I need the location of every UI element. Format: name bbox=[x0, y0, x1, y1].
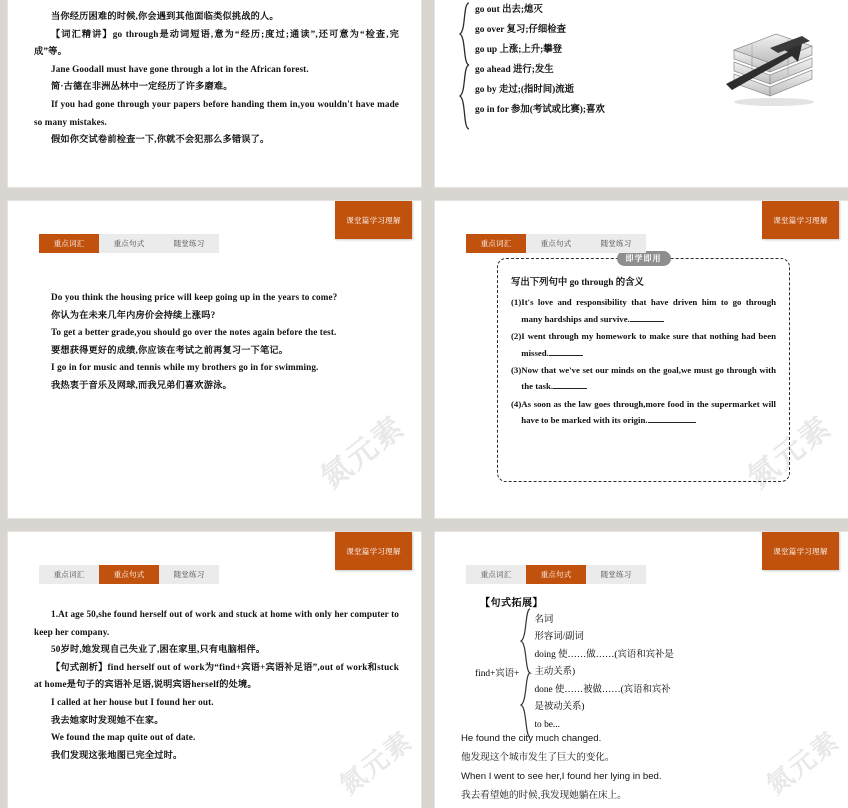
phrase-item: go in for 参加(考试或比赛);喜欢 bbox=[475, 105, 605, 115]
tab-key-vocabulary[interactable]: 重点词汇 bbox=[466, 234, 526, 253]
practice-item-text: It's love and responsibility that have driven him to go through many hardships and survive. bbox=[521, 297, 776, 324]
slide-5[interactable] bbox=[8, 532, 421, 808]
formula-option: 名词 bbox=[534, 614, 554, 625]
slide-5-line-4: I called at her house but I found her out. bbox=[51, 696, 214, 707]
practice-item-text: As soon as the law goes through,more food in the supermarket will have to be marked with its origin. bbox=[521, 398, 776, 426]
example-line: 他发现这个城市发生了巨大的变化。 bbox=[461, 752, 615, 763]
practice-item-number: (2) bbox=[511, 331, 522, 342]
example-line: When I went to see her,I found her lying in bed. bbox=[461, 771, 662, 782]
answer-blank[interactable] bbox=[553, 388, 587, 389]
practice-item bbox=[511, 328, 776, 361]
slide-1[interactable] bbox=[8, 0, 421, 187]
answer-blank[interactable] bbox=[549, 355, 583, 356]
phrase-item: go over 复习;仔细检查 bbox=[475, 25, 566, 35]
slide-5-line-3: 【句式剖析】find herself out of work为“find+宾语+宾语补足语”,out of work和stuck at home是句子的宾语补足语,说明宾语herself的处境。 bbox=[34, 661, 399, 690]
practice-item-text: Now that we've set our minds on the goal,we must go through with the task. bbox=[521, 365, 776, 392]
formula-option: 是被动关系) bbox=[534, 702, 585, 713]
tab-key-vocabulary[interactable]: 重点词汇 bbox=[39, 565, 99, 584]
formula-option: 主动关系) bbox=[534, 667, 576, 678]
slide-3-line-5: I go in for music and tennis while my brothers go in for swimming. bbox=[51, 362, 319, 373]
slide-3-body bbox=[34, 289, 399, 395]
formula-right bbox=[532, 612, 673, 735]
practice-box-content bbox=[498, 259, 789, 435]
tab-in-class-practice[interactable]: 随堂练习 bbox=[586, 234, 646, 253]
watermark: 氮元素 bbox=[315, 410, 412, 496]
tab-strip[interactable] bbox=[39, 565, 219, 584]
formula-left: find+宾语+ bbox=[475, 669, 520, 679]
tab-key-sentence-patterns[interactable]: 重点句式 bbox=[526, 234, 586, 253]
practice-item bbox=[511, 294, 776, 327]
example-sentences bbox=[461, 729, 662, 805]
slide-1-line-3: Jane Goodall must have gone through a lot in the African forest. bbox=[51, 63, 309, 74]
example-line: 我去看望她的时候,我发现她躺在床上。 bbox=[461, 790, 627, 801]
answer-blank[interactable] bbox=[648, 422, 696, 423]
practice-item-number: (4) bbox=[511, 398, 522, 409]
corner-tag: 课堂篇学习理解 bbox=[335, 201, 412, 239]
phrase-item: go ahead 进行;发生 bbox=[475, 65, 554, 75]
slide-3-line-6: 我热衷于音乐及网球,而我兄弟们喜欢游泳。 bbox=[51, 379, 232, 390]
corner-tag: 课堂篇学习理解 bbox=[762, 201, 839, 239]
slide-5-line-5: 我去她家时发现她不在家。 bbox=[51, 714, 164, 725]
slide-5-body bbox=[34, 606, 399, 764]
slide-1-line-4: 简·古德在非洲丛林中一定经历了许多磨难。 bbox=[51, 81, 233, 92]
tab-key-sentence-patterns[interactable]: 重点句式 bbox=[99, 234, 159, 253]
slide-5-line-6: We found the map quite out of date. bbox=[51, 732, 196, 743]
slide-1-body bbox=[34, 8, 399, 149]
phrase-list bbox=[463, 0, 713, 120]
practice-item bbox=[511, 396, 776, 429]
tab-in-class-practice[interactable]: 随堂练习 bbox=[586, 565, 646, 584]
slide-2[interactable] bbox=[435, 0, 848, 187]
practice-item-text: I went through my homework to make sure that nothing had been missed. bbox=[521, 331, 776, 358]
example-line: He found the city much changed. bbox=[461, 733, 602, 744]
expansion-title: 【句式拓展】 bbox=[480, 598, 543, 609]
slide-6[interactable] bbox=[435, 532, 848, 808]
formula-option: 形容词/副词 bbox=[534, 632, 584, 643]
slide-5-line-7: 我们发现这张地图已完全过时。 bbox=[51, 749, 183, 760]
left-brace-icon bbox=[519, 608, 532, 738]
tab-in-class-practice[interactable]: 随堂练习 bbox=[159, 565, 219, 584]
arrow-through-wall-icon bbox=[718, 22, 822, 108]
phrase-item: go out 出去;熄灭 bbox=[475, 5, 543, 15]
practice-box-title: 即学即用 bbox=[617, 251, 671, 266]
practice-question-head: 写出下列句中 go through 的含义 bbox=[511, 278, 644, 288]
slide-1-line-2: 【词汇精讲】go through是动词短语,意为“经历;度过;通读”,还可意为“检查,完成”等。 bbox=[34, 28, 399, 57]
slide-3-line-3: To get a better grade,you should go over the notes again before the test. bbox=[51, 327, 337, 338]
practice-box bbox=[497, 254, 790, 482]
slide-1-line-5: If you had gone through your papers before handing them in,you wouldn't have made so many mistakes. bbox=[34, 98, 399, 127]
tab-key-sentence-patterns[interactable]: 重点句式 bbox=[99, 565, 159, 584]
formula-option: done 使……被做……(宾语和宾补 bbox=[534, 684, 671, 695]
tab-key-vocabulary[interactable]: 重点词汇 bbox=[466, 565, 526, 584]
slide-1-line-1: 当你经历困难的时候,你会遇到其他面临类似挑战的人。 bbox=[51, 11, 279, 21]
sentence-pattern-formula bbox=[475, 608, 815, 738]
watermark: 氮元素 bbox=[333, 724, 419, 801]
phrase-item: go up 上涨;上升;攀登 bbox=[475, 45, 562, 55]
slide-3[interactable] bbox=[8, 201, 421, 518]
phrase-item: go by 走过;(指时间)流逝 bbox=[475, 85, 574, 95]
slide-1-line-6: 假如你交试卷前检查一下,你就不会犯那么多错误了。 bbox=[51, 134, 270, 145]
slide-4[interactable] bbox=[435, 201, 848, 518]
practice-item bbox=[511, 362, 776, 395]
tab-strip[interactable] bbox=[466, 234, 646, 253]
tab-strip[interactable] bbox=[39, 234, 219, 253]
tab-strip[interactable] bbox=[466, 565, 646, 584]
slide-3-line-1: Do you think the housing price will keep going up in the years to come? bbox=[51, 292, 338, 302]
tab-key-sentence-patterns[interactable]: 重点句式 bbox=[526, 565, 586, 584]
tab-key-vocabulary[interactable]: 重点词汇 bbox=[39, 234, 99, 253]
watermark: 氮元素 bbox=[760, 724, 846, 801]
slide-3-line-4: 要想获得更好的成绩,你应该在考试之前再复习一下笔记。 bbox=[51, 344, 289, 355]
tab-in-class-practice[interactable]: 随堂练习 bbox=[159, 234, 219, 253]
corner-tag: 课堂篇学习理解 bbox=[762, 532, 839, 570]
formula-option: doing 使……做……(宾语和宾补是 bbox=[534, 649, 674, 660]
slide-3-line-2: 你认为在未来几年内房价会持续上涨吗? bbox=[51, 309, 216, 320]
formula-option: to be... bbox=[534, 719, 560, 730]
slide-5-line-2: 50岁时,她发现自己失业了,困在家里,只有电脑相伴。 bbox=[51, 644, 266, 655]
practice-item-number: (3) bbox=[511, 365, 522, 376]
slide-5-line-1: 1.At age 50,she found herself out of work and stuck at home with only her computer to keep her company. bbox=[34, 609, 399, 637]
watermark: 氮元素 bbox=[742, 410, 839, 496]
practice-item-number: (1) bbox=[511, 297, 522, 308]
answer-blank[interactable] bbox=[630, 321, 664, 322]
corner-tag: 课堂篇学习理解 bbox=[335, 532, 412, 570]
